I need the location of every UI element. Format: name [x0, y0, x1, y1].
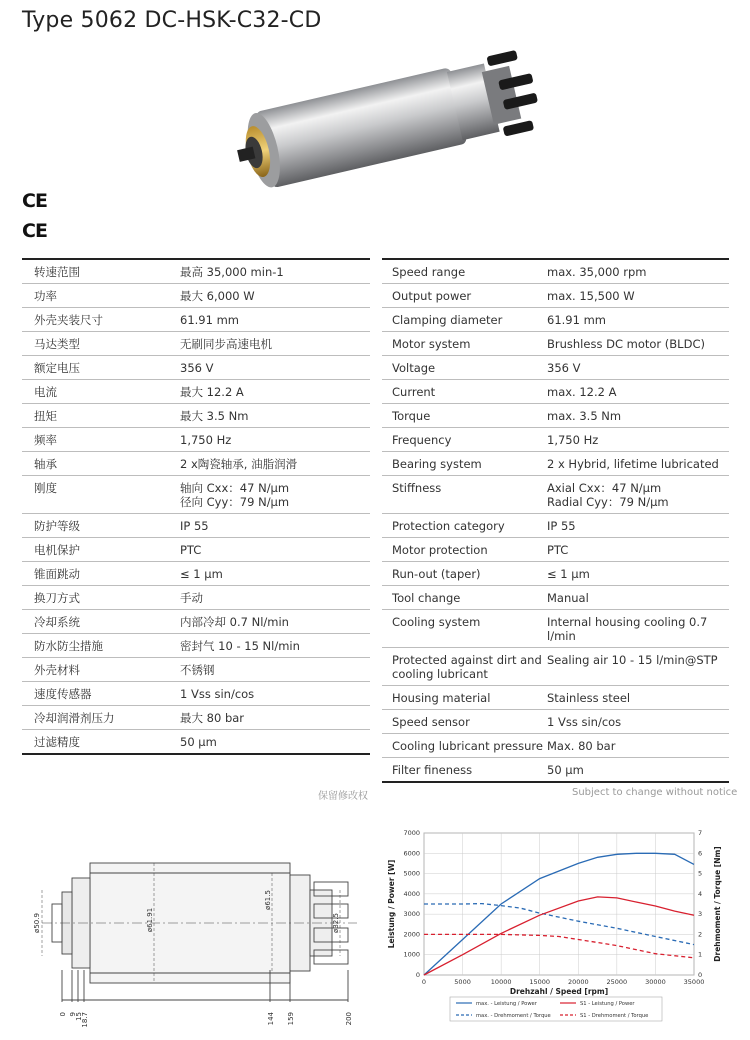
y-tick-label: 5000 [403, 869, 420, 878]
spec-value-line: 61.91 mm [547, 313, 606, 327]
spec-value [547, 538, 729, 561]
spec-value-line: Brushless DC motor (BLDC) [547, 337, 705, 351]
dim-bottom: 144 [267, 1012, 275, 1026]
spec-key [382, 734, 547, 757]
x-tick-label: 25000 [606, 978, 628, 986]
spec-key-line: Protected against dirt and [392, 653, 542, 667]
spec-row [382, 452, 729, 476]
spec-key-line: Protection category [392, 519, 505, 533]
y-axis-label: Leistung / Power [W] [387, 859, 396, 949]
dim-bottom: 9 [69, 1012, 77, 1017]
spec-value-line: 手动 [180, 591, 203, 605]
spec-row [22, 380, 370, 404]
spec-value-line: max. 3.5 Nm [547, 409, 622, 423]
spec-row [382, 710, 729, 734]
spec-key: 转速范围 [34, 265, 80, 279]
spec-value-line: 1,750 Hz [180, 433, 232, 447]
spec-key: 防护等级 [34, 519, 80, 533]
spec-value [547, 404, 729, 427]
y-tick-label: 4000 [403, 889, 420, 898]
spec-value-line: 50 µm [547, 763, 584, 777]
dim-diameter-61-91: ø61.91 [146, 907, 154, 933]
spec-value-line: max. 15,500 W [547, 289, 635, 303]
spec-key-line: Motor system [392, 337, 471, 351]
spec-key [382, 308, 547, 331]
spec-value [547, 734, 729, 757]
spec-value-line: PTC [180, 543, 202, 557]
spec-value [547, 356, 729, 379]
spec-value [547, 586, 729, 609]
spec-key-line: Frequency [392, 433, 452, 447]
spec-value-line: max. 12.2 A [547, 385, 617, 399]
spec-value [180, 538, 370, 561]
spec-key [382, 686, 547, 709]
spec-row [382, 332, 729, 356]
x-tick-label: 15000 [529, 978, 551, 986]
legend-label: S1 - Drehmoment / Torque [580, 1013, 649, 1019]
spec-value [180, 514, 370, 537]
x-axis-label: Drehzahl / Speed [rpm] [509, 987, 609, 996]
spec-key-line: Clamping diameter [392, 313, 503, 327]
spec-value-line: Radial Cyy：79 N/µm [547, 495, 669, 509]
dim-bottom: 0 [59, 1012, 67, 1017]
spec-value [547, 308, 729, 331]
spec-value [547, 514, 729, 537]
spec-key: 换刀方式 [34, 591, 80, 605]
y2-tick-label: 3 [698, 910, 703, 919]
spec-value [180, 452, 370, 475]
legend-label: S1 - Leistung / Power [580, 1001, 635, 1007]
spec-value-line: 2 x Hybrid, lifetime lubricated [547, 457, 719, 471]
spec-value-line: IP 55 [547, 519, 576, 533]
spec-key: 功率 [34, 289, 57, 303]
spec-row [22, 404, 370, 428]
spec-value-line: 最大 12.2 A [180, 385, 244, 399]
spec-key: 冷却系统 [34, 615, 80, 629]
x-tick-label: 30000 [645, 978, 666, 986]
spec-key-line: Stiffness [392, 481, 442, 495]
spec-key: 额定电压 [34, 361, 80, 375]
y-tick-label: 7000 [403, 829, 420, 837]
spec-value [547, 710, 729, 733]
spec-row [22, 356, 370, 380]
spec-key-line: Cooling system [392, 615, 481, 629]
spec-value [180, 682, 370, 705]
spec-key: 过滤精度 [34, 735, 80, 749]
spec-key-line: Torque [392, 409, 431, 423]
spec-key [382, 538, 547, 561]
spec-row [22, 538, 370, 562]
spec-key-line: Tool change [392, 591, 461, 605]
spec-value-line: 最大 6,000 W [180, 289, 255, 303]
spec-key-line: Cooling lubricant pressure [392, 739, 543, 753]
spec-key: 刚度 [34, 481, 57, 495]
spec-value-line: l/min [547, 629, 576, 643]
spec-key-line: Motor protection [392, 543, 488, 557]
change-notice-en: Subject to change without notice [572, 787, 738, 798]
spec-value [180, 380, 370, 403]
spec-value-line: Manual [547, 591, 589, 605]
spec-value [180, 428, 370, 451]
spec-value-line: 2 x陶瓷轴承, 油脂润滑 [180, 457, 298, 471]
spec-key-line: Speed range [392, 265, 466, 279]
spec-row [22, 706, 370, 730]
spec-key [382, 648, 547, 685]
spec-value-line: 轴向 Cxx：47 N/µm [180, 481, 290, 495]
performance-chart [380, 825, 732, 1035]
spec-table-zh [22, 258, 370, 755]
spec-row [22, 260, 370, 284]
ce-mark: CE [22, 220, 47, 242]
spec-key-line: Speed sensor [392, 715, 470, 729]
y2-tick-label: 7 [698, 829, 703, 837]
y2-tick-label: 1 [698, 950, 703, 959]
spec-value-line: PTC [547, 543, 569, 557]
dim-bottom: 18.7 [81, 1012, 89, 1028]
spec-key: 防水防尘措施 [34, 639, 103, 653]
spec-value-line: ≤ 1 µm [180, 567, 223, 581]
spec-value [180, 562, 370, 585]
spec-value [547, 452, 729, 475]
dim-diameter-61-5: ø61.5 [264, 890, 272, 910]
spec-key: 外壳材料 [34, 663, 80, 677]
y2-axis-label: Drehmoment / Torque [Nm] [713, 846, 722, 962]
spec-row [382, 586, 729, 610]
spec-key: 马达类型 [34, 337, 80, 351]
spec-value-line: IP 55 [180, 519, 209, 533]
spec-row [22, 284, 370, 308]
spec-key [382, 710, 547, 733]
spec-key-line: Voltage [392, 361, 436, 375]
spec-value-line: 356 V [180, 361, 214, 375]
spec-row [382, 428, 729, 452]
spec-value [547, 428, 729, 451]
spec-value-line: 1,750 Hz [547, 433, 599, 447]
spec-value [547, 758, 729, 781]
spec-key [382, 404, 547, 427]
spec-row [22, 658, 370, 682]
spec-key [382, 284, 547, 307]
spec-row [22, 452, 370, 476]
spec-key-line: Run-out (taper) [392, 567, 481, 581]
y2-tick-label: 6 [698, 849, 703, 858]
spec-key-line: Current [392, 385, 436, 399]
spec-key [382, 332, 547, 355]
spec-key [382, 758, 547, 781]
spec-value-line: Sealing air 10 - 15 l/min@STP [547, 653, 718, 667]
spec-value-line: 径向 Cyy：79 N/µm [180, 495, 290, 509]
y2-tick-label: 5 [698, 869, 703, 878]
y-tick-label: 3000 [403, 910, 420, 919]
spec-value-line: 356 V [547, 361, 581, 375]
spec-key: 冷却润滑剂压力 [34, 711, 115, 725]
spec-row [22, 634, 370, 658]
spec-key-line: Bearing system [392, 457, 482, 471]
spec-row [382, 356, 729, 380]
spec-key [382, 476, 547, 513]
dim-bottom: 159 [287, 1012, 295, 1026]
spec-value [547, 284, 729, 307]
spec-row [22, 562, 370, 586]
spec-row [382, 562, 729, 586]
y-tick-label: 1000 [403, 950, 420, 959]
spec-row [22, 308, 370, 332]
spec-row [382, 758, 729, 782]
spec-row [22, 476, 370, 514]
spec-key [382, 428, 547, 451]
spec-value [547, 260, 729, 283]
spec-value [180, 332, 370, 355]
y-tick-label: 6000 [403, 849, 420, 858]
spec-key [382, 356, 547, 379]
spec-value-line: 内部冷却 0.7 Nl/min [180, 615, 289, 629]
spec-value-line: 1 Vss sin/cos [180, 687, 255, 701]
spec-row [382, 260, 729, 284]
spec-row [22, 428, 370, 452]
spec-key [382, 610, 547, 647]
spec-value-line: Axial Cxx：47 N/µm [547, 481, 662, 495]
spec-value [547, 380, 729, 403]
dim-bottom: 15 [75, 1012, 83, 1021]
spec-value-line: Max. 80 bar [547, 739, 616, 753]
spec-value [180, 308, 370, 331]
spec-value-line: ≤ 1 µm [547, 567, 590, 581]
y2-tick-label: 0 [698, 971, 703, 979]
spec-value-line: 61.91 mm [180, 313, 239, 327]
x-tick-label: 0 [421, 978, 427, 986]
spec-key: 电机保护 [34, 543, 80, 557]
change-notice-zh: 保留修改权 [318, 791, 368, 802]
spec-value-line: 最高 35,000 min-1 [180, 265, 284, 279]
spec-key: 轴承 [34, 457, 57, 471]
spec-key [382, 380, 547, 403]
spec-key-line: cooling lubricant [392, 667, 488, 681]
spec-key: 锥面跳动 [34, 567, 80, 581]
x-tick-label: 5000 [454, 978, 471, 986]
x-tick-label: 35000 [683, 978, 705, 986]
y2-tick-label: 4 [698, 889, 703, 898]
spec-row [382, 686, 729, 710]
dim-diameter-32-5: ø32.5 [332, 913, 340, 933]
spec-value [180, 634, 370, 657]
spec-value-line: Internal housing cooling 0.7 [547, 615, 708, 629]
spec-key: 外壳夹装尺寸 [34, 313, 103, 327]
legend-label: max. - Drehmoment / Torque [476, 1013, 551, 1019]
spec-value [547, 686, 729, 709]
legend-label: max. - Leistung / Power [476, 1001, 537, 1007]
spec-table-en [382, 258, 729, 783]
spec-value [180, 476, 370, 513]
spec-row [22, 610, 370, 634]
spec-row [382, 648, 729, 686]
spec-value [180, 658, 370, 681]
spec-key: 扭矩 [34, 409, 57, 423]
spec-value [547, 476, 729, 513]
spec-key [382, 260, 547, 283]
spec-value-line: Stainless steel [547, 691, 631, 705]
spec-value [180, 284, 370, 307]
dim-bottom: 200 [345, 1012, 353, 1026]
spec-row [382, 734, 729, 758]
spec-value [547, 332, 729, 355]
y-tick-label: 2000 [403, 930, 420, 939]
spec-row [382, 514, 729, 538]
dim-diameter-50-9: ø50.9 [33, 913, 41, 933]
spec-value [180, 730, 370, 753]
spec-row [382, 538, 729, 562]
spec-value-line: 1 Vss sin/cos [547, 715, 622, 729]
spec-row [382, 284, 729, 308]
y2-tick-label: 2 [698, 930, 703, 939]
spec-value-line: 50 µm [180, 735, 217, 749]
spec-key: 速度传感器 [34, 687, 92, 701]
spec-key-line: Output power [392, 289, 472, 303]
spec-value [180, 610, 370, 633]
spec-value [180, 356, 370, 379]
spec-value-line: 无刷同步高速电机 [180, 337, 272, 351]
spec-row [22, 586, 370, 610]
spec-row [382, 404, 729, 428]
spec-value [547, 648, 729, 685]
spec-key [382, 586, 547, 609]
spec-value-line: max. 35,000 rpm [547, 265, 647, 279]
ce-mark: CE [22, 190, 47, 212]
spec-row [382, 308, 729, 332]
spec-row [382, 476, 729, 514]
spec-value-line: 不锈钢 [180, 663, 215, 677]
x-tick-label: 20000 [567, 978, 589, 986]
spec-row [22, 514, 370, 538]
spec-key: 电流 [34, 385, 57, 399]
spec-key-line: Filter fineness [392, 763, 473, 777]
spindle-product-image [230, 44, 550, 194]
page-title: Type 5062 DC-HSK-C32-CD [22, 8, 322, 33]
spec-row [22, 682, 370, 706]
y-tick-label: 0 [415, 971, 420, 979]
x-tick-label: 10000 [490, 978, 512, 986]
spec-key [382, 562, 547, 585]
spec-value [180, 586, 370, 609]
spec-value [180, 404, 370, 427]
spec-row [382, 610, 729, 648]
spec-value [547, 562, 729, 585]
dimension-drawing [22, 830, 362, 1030]
spec-value-line: 最大 80 bar [180, 711, 245, 725]
spec-key [382, 514, 547, 537]
spec-key-line: Housing material [392, 691, 491, 705]
spec-row [382, 380, 729, 404]
spec-row [22, 332, 370, 356]
spec-value-line: 最大 3.5 Nm [180, 409, 249, 423]
spec-key: 频率 [34, 433, 57, 447]
spec-value [180, 706, 370, 729]
spec-value [547, 610, 729, 647]
spec-key [382, 452, 547, 475]
spec-value-line: 密封气 10 - 15 Nl/min [180, 639, 300, 653]
spec-value [180, 260, 370, 283]
spec-row [22, 730, 370, 754]
